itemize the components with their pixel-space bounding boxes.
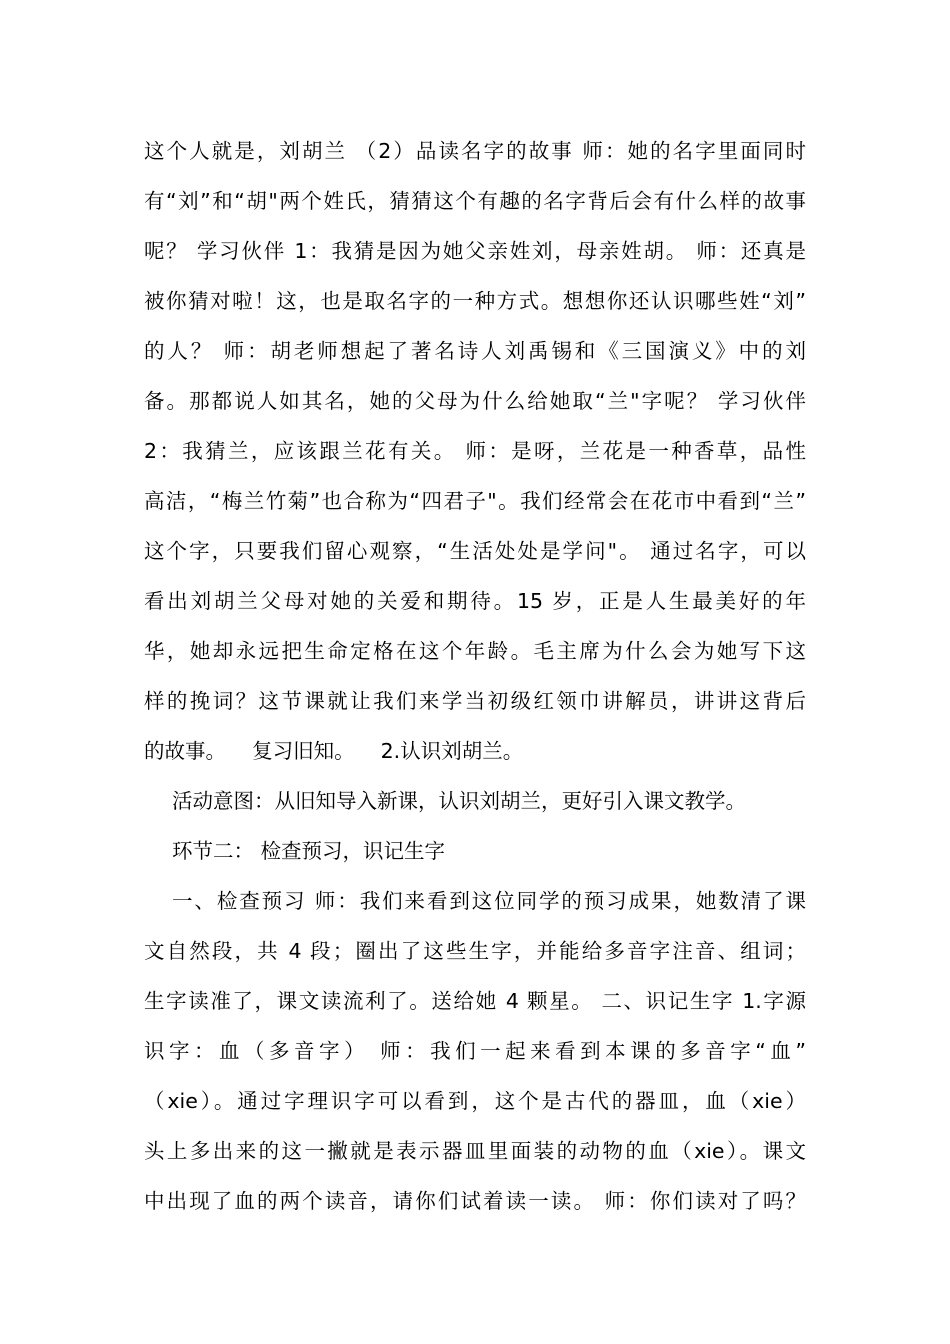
paragraph-section-heading bbox=[144, 826, 806, 876]
paragraph-preview-check bbox=[144, 876, 806, 1226]
text-line: 被你猜对啦！这，也是取名字的一种方式。想想你还认识哪些姓“刘” bbox=[144, 289, 806, 313]
document-body bbox=[144, 126, 806, 1226]
text-line: 这个人就是，刘胡兰 （2）品读名字的故事 师：她的名字里面同时 bbox=[144, 139, 806, 163]
text-line: 活动意图：从旧知导入新课，认识刘胡兰，更好引入课文教学。 bbox=[172, 789, 746, 813]
section-heading: 环节二： 检查预习，识记生字 bbox=[172, 839, 446, 863]
text-line: （xie）。通过字理识字可以看到，这个是古代的器皿，血（xie） bbox=[144, 1089, 806, 1113]
text-line: 样的挽词？这节课就让我们来学当初级红领巾讲解员，讲讲这背后 bbox=[144, 689, 806, 713]
text-line: 的故事。 复习旧知。 2.认识刘胡兰。 bbox=[144, 739, 524, 763]
text-line: 生字读准了，课文读流利了。送给她 4 颗星。 二、识记生字 1.字源 bbox=[144, 989, 806, 1013]
text-line: 2：我猜兰，应该跟兰花有关。 师：是呀，兰花是一种香草，品性 bbox=[144, 439, 806, 463]
text-line: 一、检查预习 师：我们来看到这位同学的预习成果，她数清了课 bbox=[172, 889, 806, 913]
text-line: 呢？ 学习伙伴 1：我猜是因为她父亲姓刘，母亲姓胡。 师：还真是 bbox=[144, 239, 806, 263]
text-line: 高洁，“梅兰竹菊”也合称为“四君子"。我们经常会在花市中看到“兰” bbox=[144, 489, 806, 513]
paragraph-name-story bbox=[144, 126, 806, 776]
text-line: 头上多出来的这一撇就是表示器皿里面装的动物的血（xie）。课文 bbox=[144, 1139, 806, 1163]
text-line: 这个字，只要我们留心观察，“生活处处是学问"。 通过名字，可以 bbox=[144, 539, 806, 563]
text-line: 华，她却永远把生命定格在这个年龄。毛主席为什么会为她写下这 bbox=[144, 639, 806, 663]
text-line: 备。那都说人如其名，她的父母为什么给她取“兰"字呢？ 学习伙伴 bbox=[144, 389, 806, 413]
text-line: 的人？ 师：胡老师想起了著名诗人刘禹锡和《三国演义》中的刘 bbox=[144, 339, 806, 363]
text-line: 看出刘胡兰父母对她的关爱和期待。15 岁，正是人生最美好的年 bbox=[144, 589, 806, 613]
text-line: 文自然段，共 4 段；圈出了这些生字，并能给多音字注音、组词； bbox=[144, 939, 806, 963]
text-line: 有“刘”和“胡"两个姓氏，猜猜这个有趣的名字背后会有什么样的故事 bbox=[144, 189, 806, 213]
text-line: 识字：血（多音字） 师：我们一起来看到本课的多音字“血” bbox=[144, 1039, 806, 1063]
text-line: 中出现了血的两个读音，请你们试着读一读。 师：你们读对了吗？ bbox=[144, 1189, 806, 1213]
paragraph-activity-intent bbox=[144, 776, 806, 826]
